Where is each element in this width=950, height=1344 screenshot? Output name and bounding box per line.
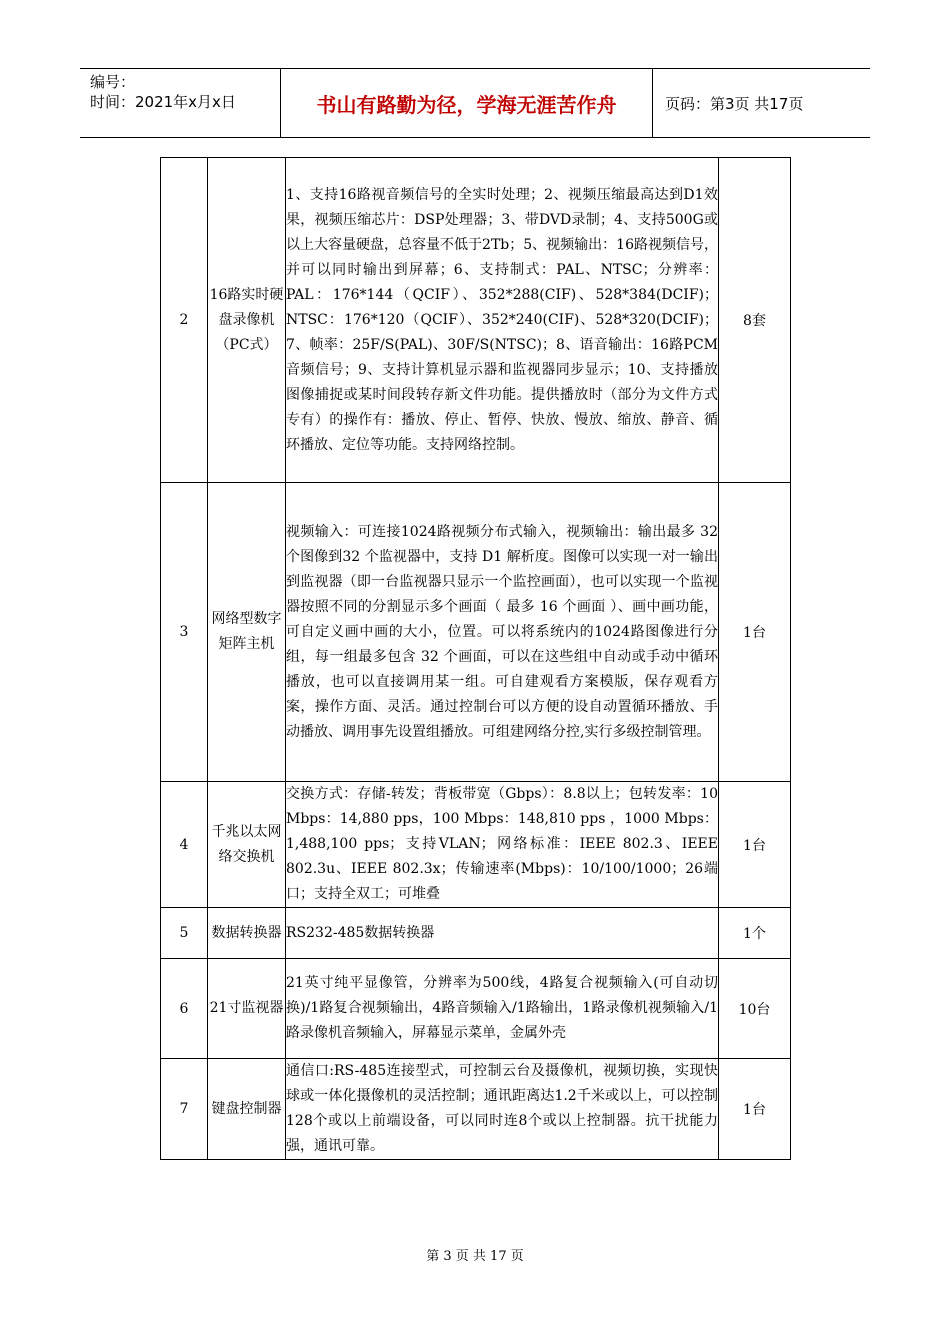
item-description: RS232-485数据转换器 (286, 908, 719, 959)
item-description: 21英寸纯平显像管，分辨率为500线，4路复合视频输入(可自动切换)/1路复合视频输出，4路音频输入/1路输出，1路录像机视频输入/1路录像机音频输入，屏幕显示菜单，金属外壳 (286, 959, 719, 1059)
header-page-info: 页码：第3页 共17页 (665, 94, 804, 113)
item-name: 数据转换器 (208, 908, 286, 959)
item-description: 通信口:RS-485连接型式，可控制云台及摄像机，视频切换，实现快球或一体化摄像机的灵活控制；通讯距离达1.2千米或以上，可以控制128个或以上前端设备，可以同时连8个或以上控制器。抗干扰能力强，通讯可靠。 (286, 1059, 719, 1160)
item-quantity: 1台 (719, 1059, 791, 1160)
item-number: 3 (161, 483, 208, 782)
item-number: 4 (161, 782, 208, 908)
item-quantity: 1台 (719, 483, 791, 782)
item-quantity: 1个 (719, 908, 791, 959)
item-description: 交换方式：存储-转发；背板带宽（Gbps）：8.8以上；包转发率：10 Mbps：14,880 pps，100 Mbps：148,810 pps ，1000 Mbps：1,488,100 pps；支持VLAN；网络标准：IEEE 802.3、IEEE 802.3u、IEEE 802.3x；传输速率(Mbps)：10/100/1000；26端口；支持全双工；可堆叠 (286, 782, 719, 908)
table-row (161, 483, 791, 782)
item-name: 键盘控制器 (208, 1059, 286, 1160)
item-name: 21寸监视器 (208, 959, 286, 1059)
item-number: 6 (161, 959, 208, 1059)
item-quantity: 8套 (719, 158, 791, 483)
table-row (161, 959, 791, 1059)
document-number-label: 编号： (90, 73, 136, 91)
table-row (161, 1059, 791, 1160)
item-quantity: 1台 (719, 782, 791, 908)
page-footer: 第 3 页 共 17 页 (426, 1249, 524, 1264)
item-description: 1、支持16路视音频信号的全实时处理；2、视频压缩最高达到D1效果，视频压缩芯片：DSP处理器；3、带DVD录制；4、支持500G或以上大容量硬盘，总容量不低于2Tb；5、视频输出：16路视频信号，并可以同时输出到屏幕；6、支持制式：PAL、NTSC；分辨率：PAL：176*144（QCIF）、352*288(CIF)、528*384(DCIF)；NTSC：176*120（QCIF）、352*240(CIF)、528*320(DCIF)；7、帧率：25F/S(PAL)、30F/S(NTSC)；8、语音输出：16路PCM音频信号；9、支持计算机显示器和监视器同步显示；10、支持播放图像捕捉或某时间段转存新文件功能。提供播放时（部分为文件方式专有）的操作有：播放、停止、暂停、快放、慢放、缩放、静音、循环播放、定位等功能。支持网络控制。 (286, 158, 719, 483)
item-number: 7 (161, 1059, 208, 1160)
header-meta (80, 69, 280, 137)
item-quantity: 10台 (719, 959, 791, 1059)
table-row (161, 908, 791, 959)
table-row (161, 158, 791, 483)
item-description: 视频输入：可连接1024路视频分布式输入，视频输出：输出最多 32 个图像到32 个监视器中，支持 D1 解析度。图像可以实现一对一输出到监视器（即一台监视器只显示一个监控画面），也可以实现一个监视器按照不同的分割显示多个画面（ 最多 16 个画面 ）、画中画功能，可自定义画中画的大小，位置。可以将系统内的1024路图像进行分组，每一组最多包含 32 个画面，可以在这些组中自动或手动中循环播放，也可以直接调用某一组。可自建观看方案模版，保存观看方案，操作方面、灵活。通过控制台可以方便的设自动置循环播放、手动播放、调用事先设置组播放。可组建网络分控,实行多级控制管理。 (286, 483, 719, 782)
table-row (161, 782, 791, 908)
header-motto: 书山有路勤为径，学海无涯苦作舟 (280, 69, 653, 137)
equipment-spec-table (160, 157, 791, 1160)
item-name: 千兆以太网络交换机 (208, 782, 286, 908)
page-header (80, 68, 870, 138)
item-name: 网络型数字矩阵主机 (208, 483, 286, 782)
item-number: 5 (161, 908, 208, 959)
document-date: 时间：2021年x月x日 (90, 93, 236, 111)
item-number: 2 (161, 158, 208, 483)
item-name: 16路实时硬盘录像机（PC式） (208, 158, 286, 483)
